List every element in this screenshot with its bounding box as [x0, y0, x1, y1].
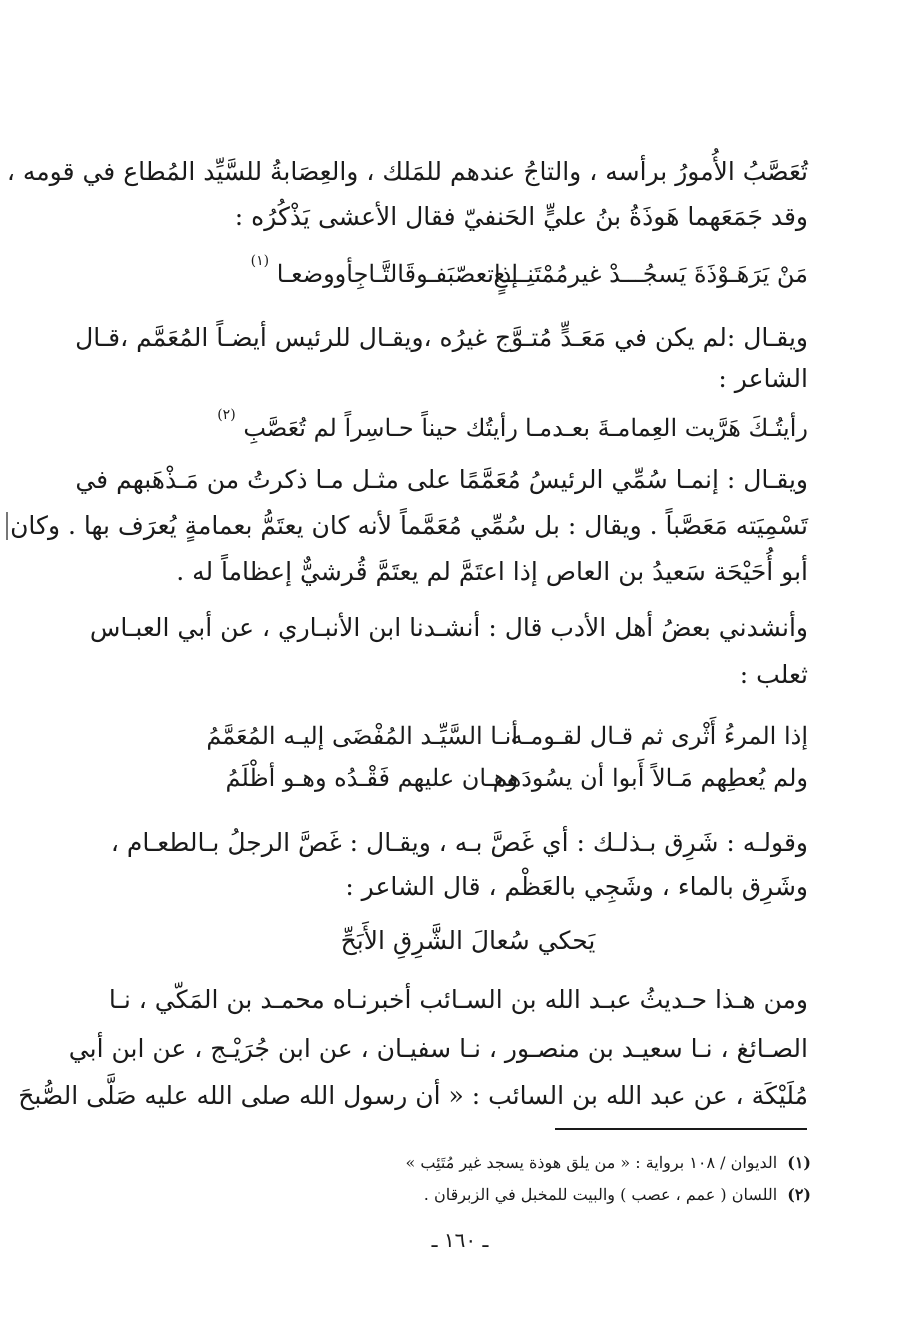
- footnote-2-text: اللسان ( عمم ، عصب ) والبيت للمخبل في الزبرقان .: [423, 1185, 778, 1204]
- footnote-2: [251, 1180, 811, 1210]
- verse-4-first-hemistich: ولم يُعطِهم مَـالاً أَبوا أن يسُودَهم: [492, 764, 808, 792]
- verse-2-first-hemistich: رأيتُـكَ هَرَّيت العِمامـةَ بعـدمـا: [524, 414, 808, 442]
- verse-2-second-hemistich: [128, 408, 518, 448]
- text-line-4: ويقـال :لم يكن في مَعَـدٍّ مُتـوَّج غيرُه ،ويقـال للرئيس أيضـاً المُعَمَّم ،قـال: [75, 323, 808, 352]
- verse-1-second-hemistich: [128, 254, 518, 294]
- text-line-9: أبو أُحَيْحَة سَعيدُ بن العاص إذا اعتَمَّ لم يعتَمَّ قُرشيٌّ إعظاماً له .: [176, 557, 808, 586]
- text-line-2: وقد جَمَعَهما هَوذَةُ بنُ عليٍّ الحَنفيّ فقال الأعشى يَذْكُرُه :: [234, 202, 808, 231]
- verse-3-second-hemistich: أنـا السَّيِّـد المُفْضَى إليـه المُعَمَّمُ: [206, 722, 518, 750]
- text-line-14: وقولـه : شَرِق بـذلـك : أي غَصَّ بـه ، ويقـال : غَصَّ الرجلُ بـالطعـام ،: [110, 828, 808, 857]
- text-line-10: وأنشدني بعضُ أهل الأدب قال : أنشـدنا ابن الأنبـاري ، عن أبي العبـاس: [89, 613, 808, 642]
- text-line-18: الصـائغ ، نـا سعيـد بن منصـور ، نـا سفيـان ، عن ابن جُرَيْـج ، عن ابن أبي: [68, 1034, 808, 1063]
- poetic-hemistich: يَحكي سُعالَ الشَّرِقِ الأَبَحِّ: [340, 926, 596, 955]
- footnote-1: [251, 1148, 811, 1178]
- footnote-2-number: (٢): [787, 1185, 811, 1204]
- footnote-1-text: الديوان / ١٠٨ برواية : « من يلق هوذة يسجد غير مُتَئِب »: [405, 1153, 778, 1172]
- verse-2-second-text: رأيتُك حيناً حـاسِراً لم تُعَصَّبِ: [243, 414, 518, 442]
- footnote-marker-2: (٢): [217, 407, 236, 423]
- footnote-separator: [555, 1128, 807, 1130]
- text-line-11: ثعلب :: [739, 660, 808, 689]
- text-line-5: الشاعر :: [718, 364, 808, 393]
- footnote-marker-1: (١): [250, 253, 270, 269]
- text-line-8: تَسْمِيَته مَعَصَّباً . ويقال : بل سُمِّي مُعَمَّماً لأنه كان يعتَمُّ بعمامةٍ يُعرَف بها . وكان: [10, 511, 808, 540]
- verse-3-first-hemistich: إذا المرءُ أَثْرى ثم قـال لقـومـه: [510, 722, 808, 750]
- text-line-15: وشَرِق بالماء ، وشَجِي بالعَظْم ، قال الشاعر :: [345, 872, 808, 901]
- scan-margin-mark: [6, 512, 8, 540]
- text-line-1: تُعَصَّبُ الأُمورُ برأسه ، والتاجُ عندهم للمَلك ، والعِصَابةُ للسَّيِّد المُطاع في قومه ،: [6, 157, 808, 186]
- verse-1-second-text: إذاتعصّبَفـوقَالتَّـاجِأووضعـا: [276, 260, 518, 288]
- verse-1-first-hemistich: مَنْ يَرَهَـوْذَةَ يَسجُـــدْ غيرمُمْتَنِـــعٍ: [493, 260, 808, 288]
- text-line-19: مُلَيْكَة ، عن عبد الله بن السائب : « أن رسول الله صلى الله عليه صَلَّى الصُّبحَ: [18, 1081, 808, 1110]
- verse-4-second-hemistich: وهـان عليهم فَقْـدُه وهـو أظْلَمُ: [225, 764, 518, 792]
- page-number: ـ ١٦٠ ـ: [431, 1228, 489, 1252]
- text-line-7: ويقـال : إنمـا سُمِّي الرئيسُ مُعَمَّمًا على مثـل مـا ذكرتُ من مَـذْهَبهم في: [75, 465, 808, 494]
- footnote-1-number: (١): [787, 1153, 811, 1172]
- text-line-17: ومن هـذا حـديثُ عبـد الله بن السـائب أخبرنـاه محمـد بن المَكّي ، نـا: [108, 985, 808, 1014]
